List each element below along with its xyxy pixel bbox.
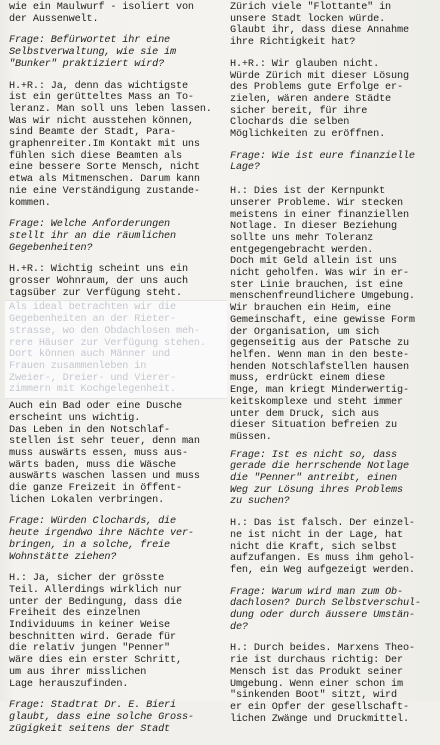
question-paragraph: Frage: Würden Clochards, die heute irgendwo ihre Nächte ver- bringen, in a solche, freie Wohnstätte ziehen? xyxy=(9,516,194,563)
answer-paragraph: Auch ein Bad oder eine Dusche erscheint uns wichtig. Das Leben in den Notschlaf- stellen ist sehr teuer, denn man muss auswärts essen, muss aus- wärts baden, muss die Wäsche auswärts waschen lassen und muss die ganze Freizeit in öffent- lichen Lokalen verbringen. xyxy=(9,401,200,506)
answer-paragraph: wie ein Maulwurf - isoliert von der Aussenwelt. xyxy=(9,2,194,25)
question-paragraph: Frage: Welche Anforderungen stellt ihr an die räumlichen Gegebenheiten? xyxy=(9,219,176,254)
faded-pasted-text-block: Als ideal betrachten wir die Gegebenheiten an der Rieter- strasse, wo den Obdachlosen meh- rere Häuser zur Verfügung stehen. Dort können auch Männer und Frauen zusammenleben in Zweier-, Dreier- und Vierer- zimmern mit Kochgelegenheit. xyxy=(5,300,227,399)
answer-paragraph: H.+R.: Wir glauben nicht. Würde Zürich mit dieser Lösung des Problems gute Erfolge er- zielen, wären andere Städte sicher bereit, für ihre Clochards die selben Möglichkeiten zu eröffnen. xyxy=(230,58,409,141)
answer-paragraph: H.: Ja, sicher der grösste Teil. Allerdings wirklich nur unter der Bedingung, dass die Freiheit des einzelnen Individuums in keiner Weise beschnitten wird. Gerade für die relativ jungen "Penner" wäre dies ein erster Schritt, um aus ihrer misslichen Lage herauszufinden. xyxy=(9,573,182,690)
left-column xyxy=(9,2,223,745)
answer-paragraph: H.+R.: Wichtig scheint uns ein grosser Wohnraum, der uns auch tagsüber zur Verfügung steht. xyxy=(9,264,188,299)
question-paragraph: Zürich viele "Flottante" in unsere Stadt locken würde. Glaubt ihr, dass diese Annahme ihre Richtigkeit hat? xyxy=(230,2,409,49)
answer-paragraph: H.: Das ist falsch. Der einzel- ne ist nicht in der Lage, hat nicht die Kraft, sich selbst aufzufangen. Es muss ihm gehol- fen, ein Weg aufgezeigt werden. xyxy=(230,518,415,576)
question-paragraph: Frage: Stadtrat Dr. E. Bieri glaubt, dass eine solche Gross- zügigkeit seitens der Stadt xyxy=(9,700,194,735)
question-paragraph: Frage: Wie ist eure finanzielle Lage? xyxy=(230,150,415,174)
right-column xyxy=(230,2,436,735)
answer-paragraph: H.: Durch beides. Marxens Theo- rie ist durchaus richtig: Der Mensch ist das Produkt seiner Umgebung. Wenn einer schon im "sinkenden Boot" sitzt, wird er ein Opfer der gesellschaft- lichen Zwänge und Druckmittel. xyxy=(230,643,415,725)
question-paragraph: Frage: Warum wird man zum Ob- dachlosen? Durch Selbstverschul- dung oder durch äussere Umstän- de? xyxy=(230,586,421,633)
answer-paragraph: H.+R.: Ja, denn das wichtigste ist ein gerütteltes Mass an To- leranz. Man soll uns leben lassen. Was wir nicht ausstehen können, sind Beamte der Stadt, Para- graphenreiter.Im Kontakt mit uns fühlen sich diese Beamten als eine bessere Sorte Mensch, nicht etwa als Mitmenschen. Darum kann nie eine Verständigung zustande- kommen. xyxy=(9,80,212,209)
question-paragraph: Frage: Ist es nicht so, dass gerade die herrschende Notlage die "Penner" antreibt, einen Weg zur Lösung ihres Problems zu suchen? xyxy=(230,449,409,508)
question-paragraph: Frage: Befürwortet ihr eine Selbstverwaltung, wie sie im "Bunker" praktiziert wird? xyxy=(9,35,176,70)
answer-paragraph: H.: Dies ist der Kernpunkt unserer Probleme. Wir stecken meistens in einer finanziellen Notlage. In dieser Beziehung sollte uns mehr Toleranz entgegengebracht werden. Doch mit Geld allein ist uns nicht geholfen. Was wir in er- ster Linie brauchen, ist eine menschenfreundlichere Umgebung. Wir brauchen ein Heim, eine Gemeinschaft, eine gewisse Form der Organisation, um sich gegenseitig aus der Patsche zu helfen. Wenn man in den beste- henden Notschlafstellen hausen muss, erdrückt einem diese Enge, man kriegt Minderwertig- keitskomplexe und steht immer unter dem Druck, sich aus dieser Situation befreien zu müssen. xyxy=(230,186,415,443)
